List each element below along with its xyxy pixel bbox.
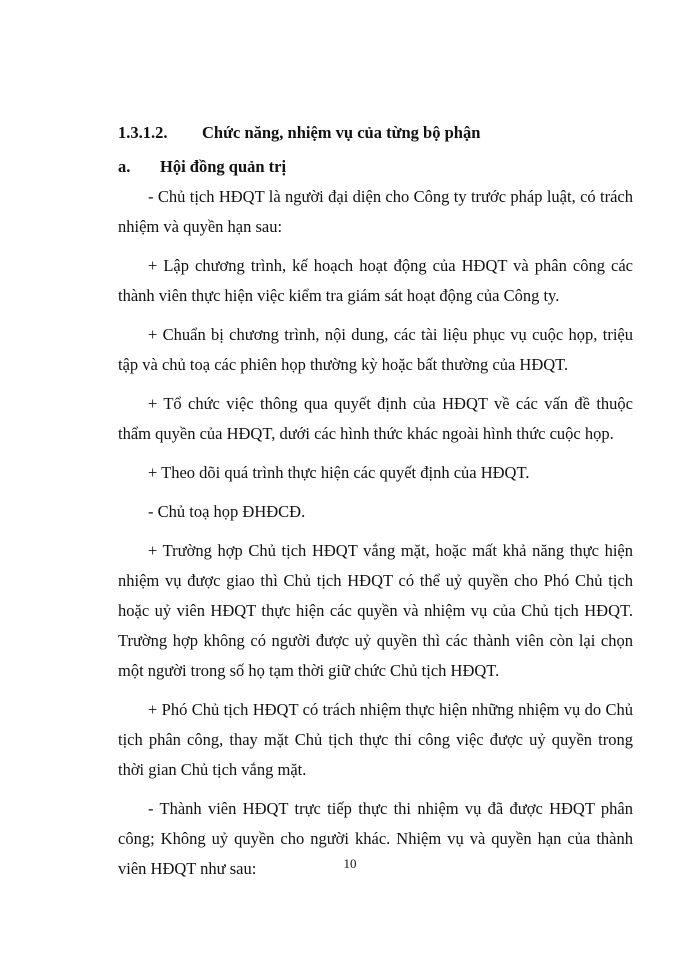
section-title: Chức năng, nhiệm vụ của từng bộ phận bbox=[202, 123, 481, 142]
page-content bbox=[118, 120, 633, 893]
paragraph: + Phó Chủ tịch HĐQT có trách nhiệm thực hiện những nhiệm vụ do Chủ tịch phân công, thay mặt Chủ tịch thực thi công việc được uỷ quyền trong thời gian Chủ tịch vắng mặt. bbox=[118, 700, 633, 779]
paragraph: + Tổ chức việc thông qua quyết định của HĐQT về các vấn đề thuộc thẩm quyền của HĐQT, dưới các hình thức khác ngoài hình thức cuộc họp. bbox=[118, 394, 633, 443]
section-heading bbox=[118, 120, 633, 146]
section-number: 1.3.1.2. bbox=[118, 123, 168, 142]
paragraph: - Thành viên HĐQT trực tiếp thực thi nhiệm vụ đã được HĐQT phân công; Không uỷ quyền cho người khác. Nhiệm vụ và quyền hạn của thành viên HĐQT như sau: bbox=[118, 799, 633, 878]
paragraph: + Chuẩn bị chương trình, nội dung, các tài liệu phục vụ cuộc họp, triệu tập và chủ toạ các phiên họp thường kỳ hoặc bất thường của HĐQT. bbox=[118, 325, 633, 374]
paragraph: - Chủ toạ họp ĐHĐCĐ. bbox=[148, 502, 306, 521]
paragraph: + Trường hợp Chủ tịch HĐQT vắng mặt, hoặc mất khả năng thực hiện nhiệm vụ được giao thì Chủ tịch HĐQT có thể uỷ quyền cho Phó Chủ tịch hoặc uỷ viên HĐQT thực hiện các quyền và nhiệm vụ của Chủ tịch HĐQT. Trường hợp không có người được uỷ quyền thì các thành viên còn lại chọn một người trong số họ tạm thời giữ chức Chủ tịch HĐQT. bbox=[118, 541, 633, 680]
paragraph: + Theo dõi quá trình thực hiện các quyết định của HĐQT. bbox=[148, 463, 530, 482]
page-number: 10 bbox=[343, 856, 357, 871]
paragraph: - Chủ tịch HĐQT là người đại diện cho Công ty trước pháp luật, có trách nhiệm và quyền hạn sau: bbox=[118, 187, 633, 236]
subsection-heading bbox=[118, 154, 633, 180]
paragraph: + Lập chương trình, kế hoạch hoạt động của HĐQT và phân công các thành viên thực hiện việc kiểm tra giám sát hoạt động của Công ty. bbox=[118, 256, 633, 305]
subsection-title: Hội đồng quản trị bbox=[160, 157, 287, 176]
subsection-number: a. bbox=[118, 157, 131, 176]
